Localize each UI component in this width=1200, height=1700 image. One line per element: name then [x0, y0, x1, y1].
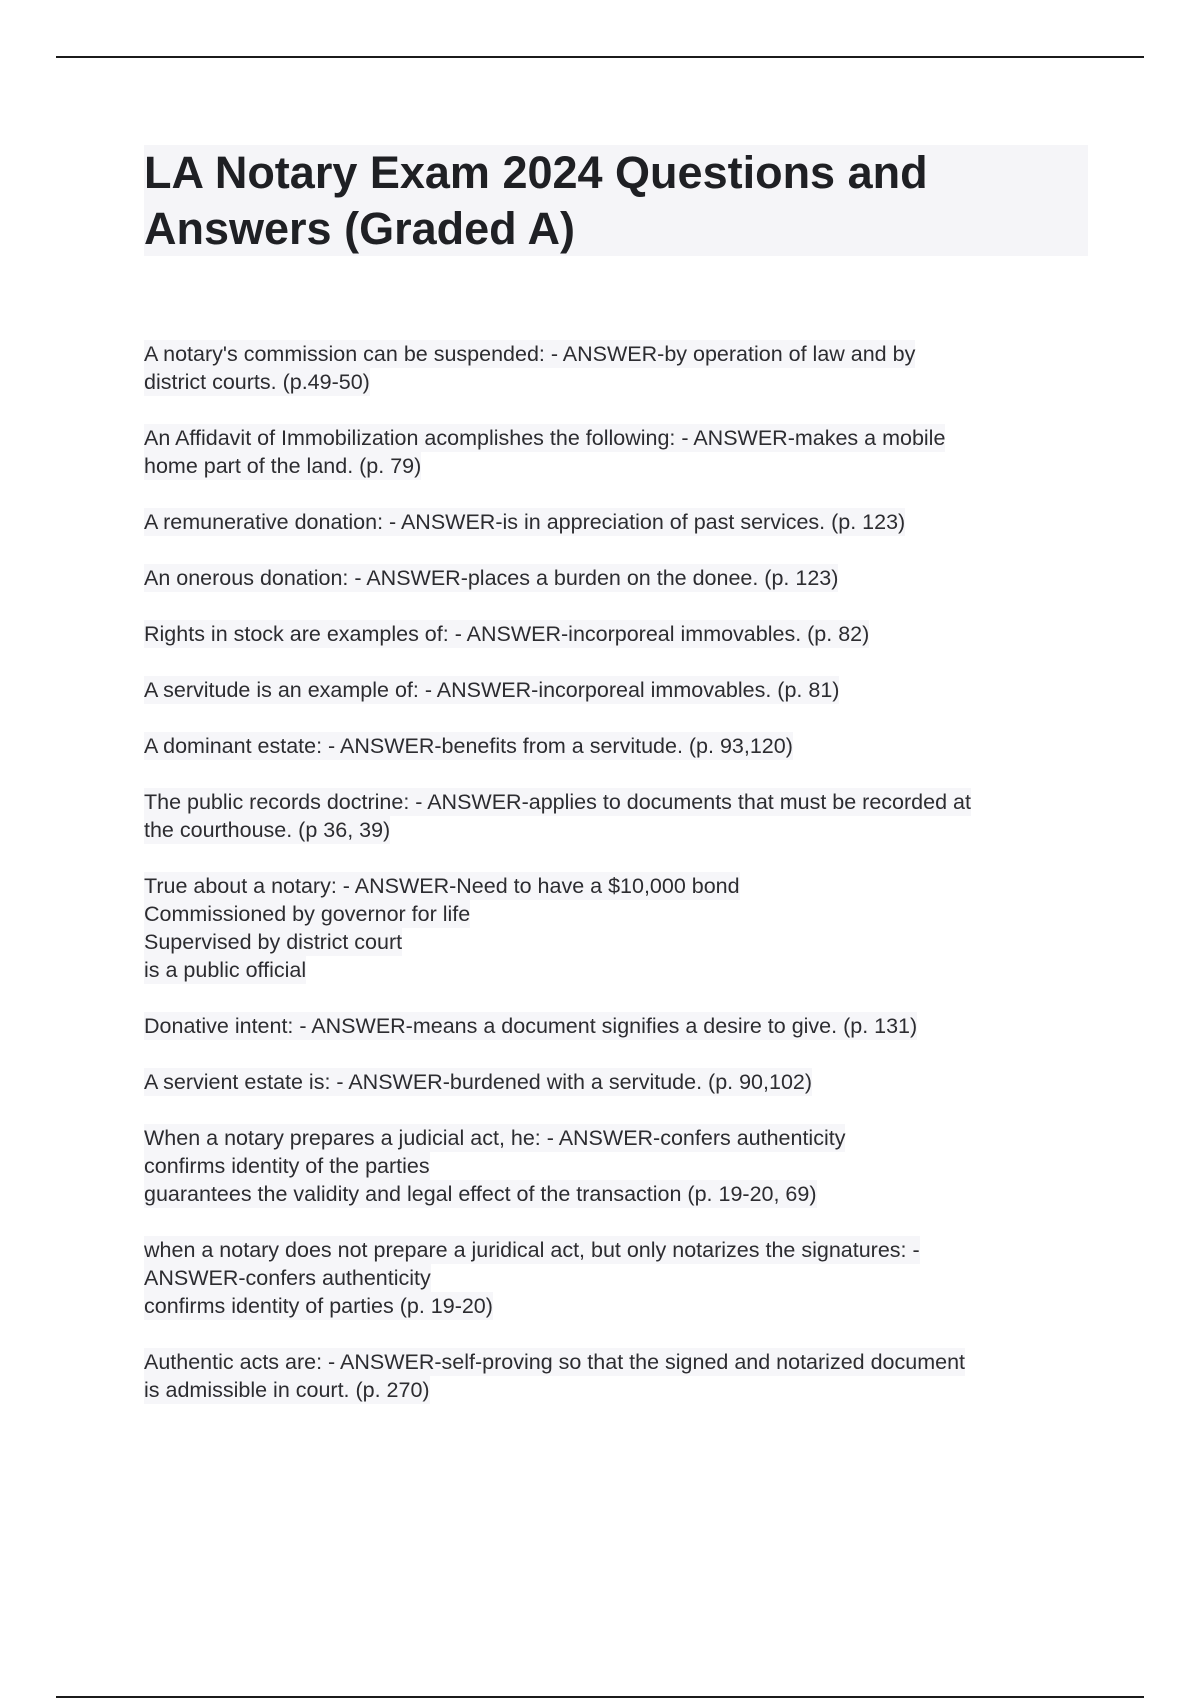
qa-line: is a public official — [144, 958, 307, 982]
qa-line: An Affidavit of Immobilization acomplishes the following: - ANSWER-makes a mobile — [144, 426, 946, 450]
qa-line: True about a notary: - ANSWER-Need to have a $10,000 bond — [144, 874, 740, 898]
qa-item — [144, 732, 1104, 760]
qa-line: A servient estate is: - ANSWER-burdened with a servitude. (p. 90,102) — [144, 1070, 813, 1094]
title-block — [144, 145, 1088, 256]
document-title-line-1: LA Notary Exam 2024 Questions and — [144, 147, 928, 198]
qa-line: A servitude is an example of: - ANSWER-incorporeal immovables. (p. 81) — [144, 678, 840, 702]
qa-line: A remunerative donation: - ANSWER-is in appreciation of past services. (p. 123) — [144, 510, 906, 534]
qa-item — [144, 1348, 1104, 1404]
qa-item — [144, 564, 1104, 592]
qa-line: confirms identity of parties (p. 19-20) — [144, 1294, 493, 1318]
qa-line: Rights in stock are examples of: - ANSWER-incorporeal immovables. (p. 82) — [144, 622, 870, 646]
qa-line: ANSWER-confers authenticity — [144, 1266, 431, 1290]
qa-item — [144, 508, 1104, 536]
qa-line: home part of the land. (p. 79) — [144, 454, 422, 478]
qa-line: Authentic acts are: - ANSWER-self-proving so that the signed and notarized document — [144, 1350, 966, 1374]
document-title — [144, 145, 1088, 257]
qa-line: Supervised by district court — [144, 930, 403, 954]
qa-line: A dominant estate: - ANSWER-benefits from a servitude. (p. 93,120) — [144, 734, 793, 758]
qa-line: the courthouse. (p 36, 39) — [144, 818, 391, 842]
document-title-line-2: Answers (Graded A) — [144, 203, 575, 254]
qa-line: A notary's commission can be suspended: - ANSWER-by operation of law and by — [144, 342, 916, 366]
qa-line: Commissioned by governor for life — [144, 902, 471, 926]
qa-item — [144, 1236, 1104, 1320]
qa-item — [144, 676, 1104, 704]
qa-list — [144, 340, 1104, 1432]
qa-line: An onerous donation: - ANSWER-places a burden on the donee. (p. 123) — [144, 566, 839, 590]
qa-line: confirms identity of the parties — [144, 1154, 430, 1178]
qa-line: district courts. (p.49-50) — [144, 370, 370, 394]
qa-line: guarantees the validity and legal effect of the transaction (p. 19-20, 69) — [144, 1182, 817, 1206]
qa-line: is admissible in court. (p. 270) — [144, 1378, 430, 1402]
qa-item — [144, 424, 1104, 480]
qa-line: When a notary prepares a judicial act, he: - ANSWER-confers authenticity — [144, 1126, 846, 1150]
qa-item — [144, 872, 1104, 984]
qa-item — [144, 1012, 1104, 1040]
qa-item — [144, 1124, 1104, 1208]
qa-item — [144, 1068, 1104, 1096]
qa-line: when a notary does not prepare a juridical act, but only notarizes the signatures: - — [144, 1238, 920, 1262]
qa-item — [144, 788, 1104, 844]
header-rule — [56, 56, 1144, 58]
footer-rule — [56, 1696, 1144, 1698]
qa-line: Donative intent: - ANSWER-means a document signifies a desire to give. (p. 131) — [144, 1014, 918, 1038]
qa-item — [144, 620, 1104, 648]
qa-item — [144, 340, 1104, 396]
qa-line: The public records doctrine: - ANSWER-applies to documents that must be recorded at — [144, 790, 971, 814]
